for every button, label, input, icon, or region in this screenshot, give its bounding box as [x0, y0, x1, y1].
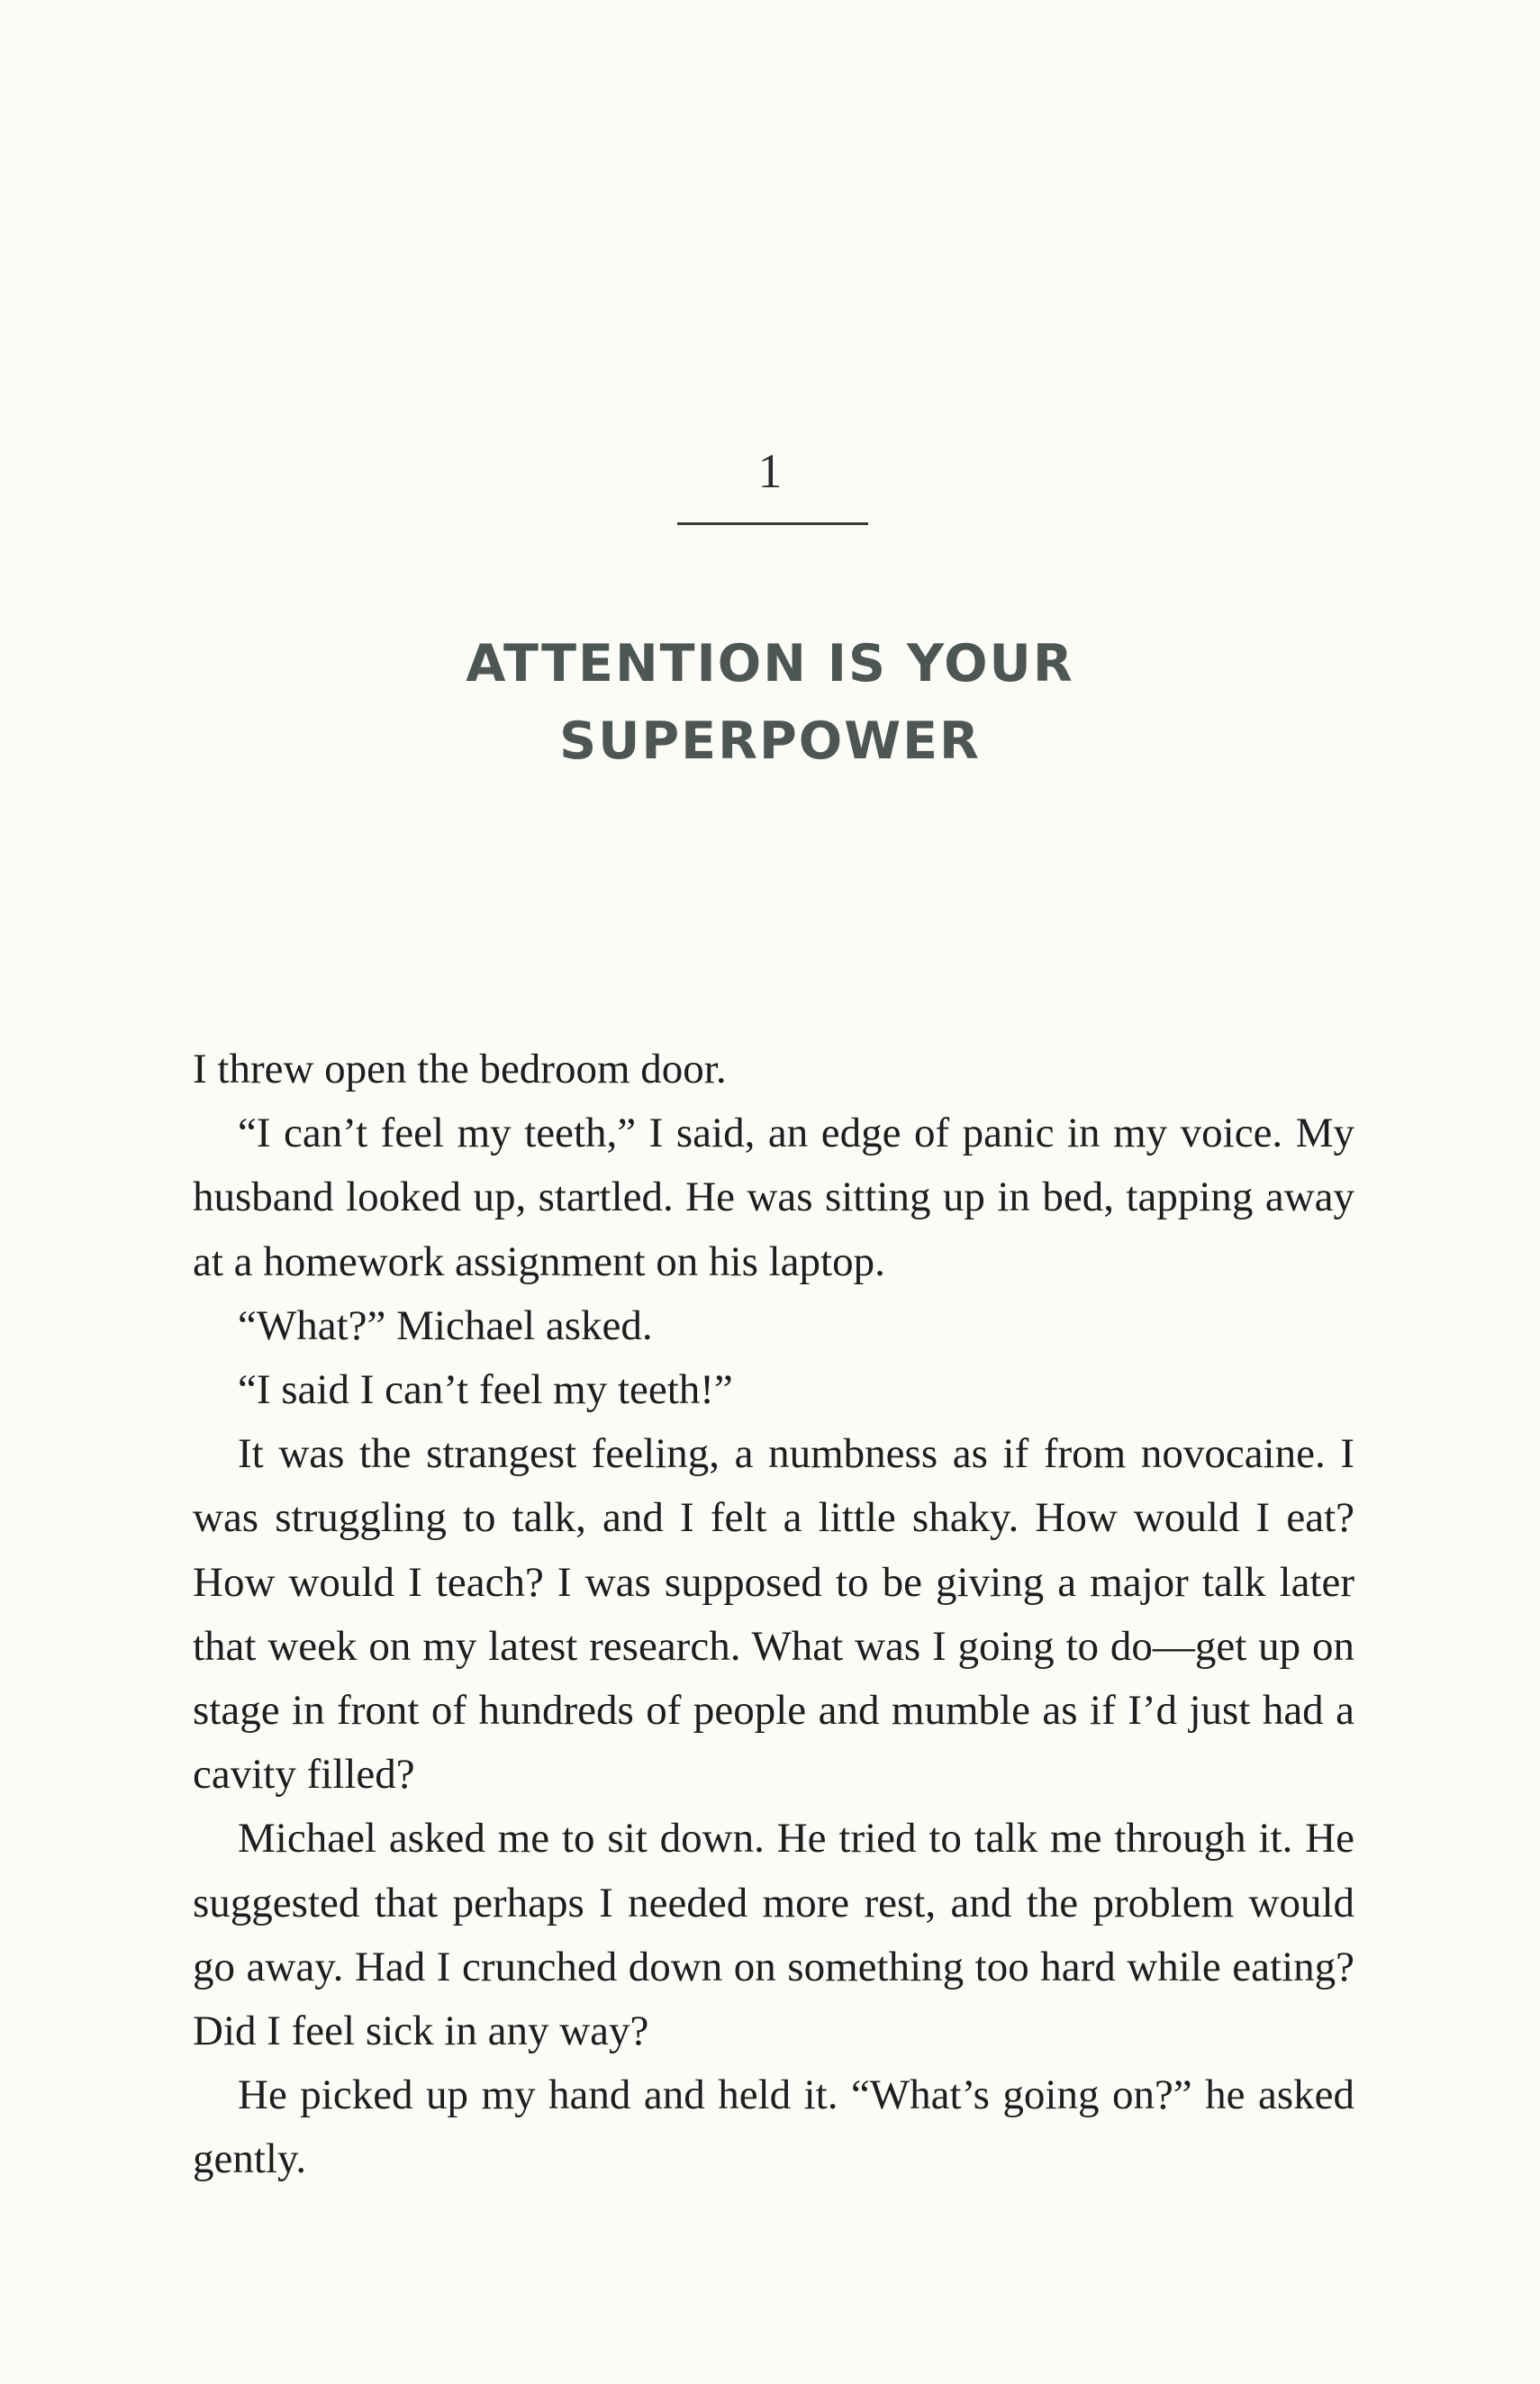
body-text	[193, 1038, 1354, 2192]
chapter-title-line-1: ATTENTION IS YOUR	[466, 634, 1074, 693]
paragraph: “I said I can’t feel my teeth!”	[238, 1366, 733, 1414]
chapter-number: 1	[757, 444, 783, 498]
paragraph: “What?” Michael asked.	[238, 1301, 653, 1349]
paragraph: Michael asked me to sit down. He tried to talk me through it. He suggested that perhaps I needed more rest, and the problem would go away. Had I crunched down on something too hard while eating? Did I feel sick in any way?	[193, 1815, 1354, 2055]
chapter-title-line-2: SUPERPOWER	[559, 712, 981, 771]
paragraph: I threw open the bedroom door.	[193, 1046, 727, 1092]
paragraph: He picked up my hand and held it. “What’s going on?” he asked gently.	[193, 2071, 1354, 2183]
chapter-rule	[677, 522, 868, 525]
chapter-title	[0, 625, 1540, 780]
paragraph: “I can’t feel my teeth,” I said, an edge of panic in my voice. My husband looked up, startled. He was sitting up in bed, tapping away at a homework assignment on his laptop.	[193, 1110, 1354, 1285]
paragraph: It was the strangest feeling, a numbness as if from novocaine. I was struggling to talk, and I felt a little shaky. How would I eat? How would I teach? I was supposed to be giving a major talk later that week on my latest research. What was I going to do—get up on stage in front of hundreds of people and mumble as if I’d just had a cavity filled?	[193, 1430, 1354, 1799]
